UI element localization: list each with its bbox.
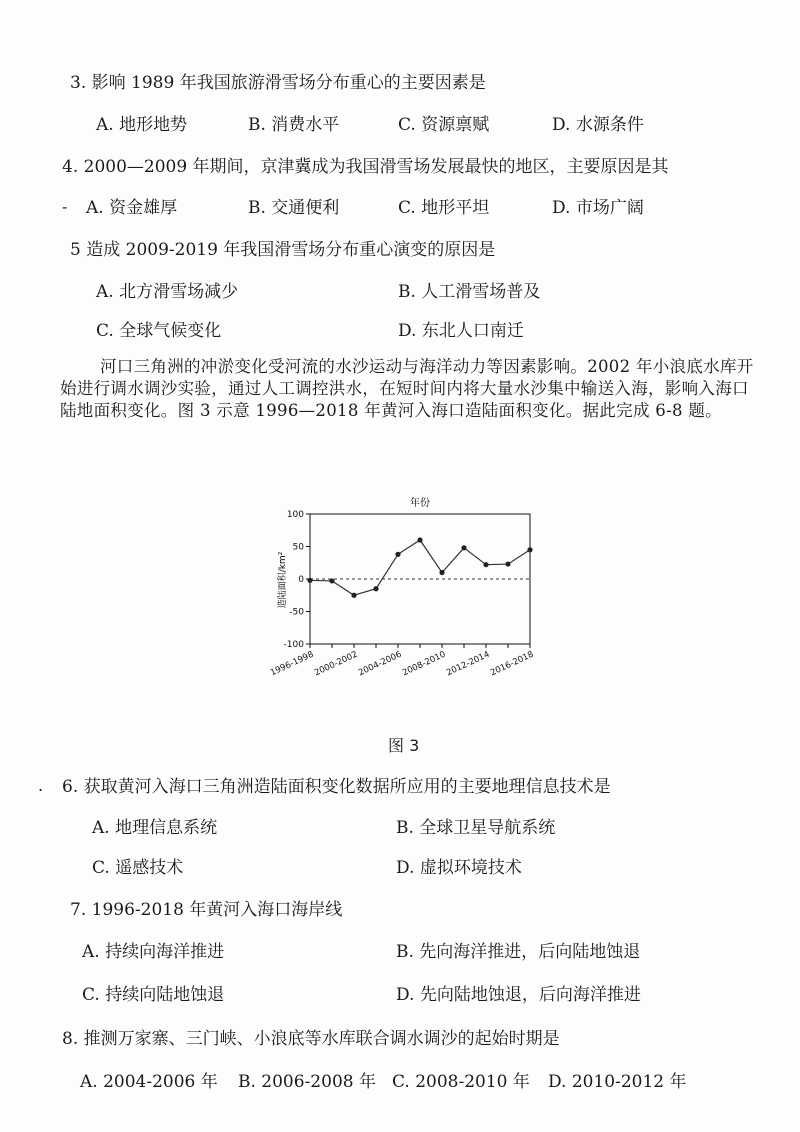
question-7-stem: 7. 1996-2018 年黄河入海口海岸线 <box>70 900 343 920</box>
chart-title: 年份 <box>410 498 430 509</box>
data-point <box>417 537 422 542</box>
question-4-option-c[interactable]: C. 地形平坦 <box>398 198 490 218</box>
question-3-stem: 3. 影响 1989 年我国旅游滑雪场分布重心的主要因素是 <box>70 73 486 93</box>
y-tick-label: -100 <box>283 640 304 650</box>
question-5-stem: 5 造成 2009-2019 年我国滑雪场分布重心演变的原因是 <box>70 240 496 260</box>
chart-svg <box>270 492 540 710</box>
question-4-option-a[interactable]: A. 资金雄厚 <box>86 198 178 218</box>
y-tick-label: 100 <box>286 510 304 520</box>
data-point <box>505 561 510 566</box>
y-tick-label: 0 <box>298 575 304 585</box>
chart-y-axis-label: 造陆面积/km² <box>278 551 288 609</box>
data-point <box>329 578 334 583</box>
question-3-option-d[interactable]: D. 水源条件 <box>552 115 644 135</box>
data-point <box>373 586 378 591</box>
chart-plot-area <box>270 510 535 678</box>
question-4-stem: 4. 2000—2009 年期间，京津冀成为我国滑雪场发展最快的地区，主要原因是其 <box>62 157 669 177</box>
question-3-option-b[interactable]: B. 消费水平 <box>248 115 340 135</box>
question-8-option-b[interactable]: B. 2006-2008 年 <box>238 1072 376 1092</box>
series-line <box>310 540 530 595</box>
question-5-option-c[interactable]: C. 全球气候变化 <box>96 321 222 341</box>
figure-3-chart <box>270 492 540 710</box>
question-8-option-d[interactable]: D. 2010-2012 年 <box>548 1072 687 1092</box>
question-6-option-b[interactable]: B. 全球卫星导航系统 <box>396 818 556 838</box>
question-7-option-c[interactable]: C. 持续向陆地蚀退 <box>82 985 225 1005</box>
y-tick-label: -50 <box>289 607 304 618</box>
data-point <box>307 578 312 583</box>
margin-mark: . <box>38 776 44 795</box>
question-3-option-a[interactable]: A. 地形地势 <box>96 115 188 135</box>
question-8-stem: 8. 推测万家寨、三门峡、小浪底等水库联合调水调沙的起始时期是 <box>62 1029 560 1049</box>
question-6-option-a[interactable]: A. 地理信息系统 <box>92 818 218 838</box>
x-tick-label: 2004-2006 <box>357 649 404 679</box>
data-point <box>439 570 444 575</box>
x-tick-label: 2012-2014 <box>445 649 492 679</box>
passage-text: 河口三角洲的冲淤变化受河流的水沙运动与海洋动力等因素影响。2002 年小浪底水库开始进行调水调沙实验，通过人工调控洪水，在短时间内将大量水沙集中输送入海，影响入海口陆地面积变化。图 3 示意 1996—2018 年黄河入海口造陆面积变化。据此完成 6-8 题。 <box>60 357 754 420</box>
data-point <box>351 593 356 598</box>
figure-caption: 图 3 <box>388 736 420 755</box>
question-4-option-d[interactable]: D. 市场广阔 <box>552 198 644 218</box>
x-tick-label: 2008-2010 <box>401 649 448 679</box>
x-tick-label: 2000-2002 <box>313 649 360 679</box>
margin-mark: - <box>62 197 68 216</box>
question-7-option-b[interactable]: B. 先向海洋推进，后向陆地蚀退 <box>396 942 641 962</box>
question-8-option-a[interactable]: A. 2004-2006 年 <box>80 1072 218 1092</box>
data-point <box>483 562 488 567</box>
question-5-option-b[interactable]: B. 人工滑雪场普及 <box>398 282 541 302</box>
question-6-option-d[interactable]: D. 虚拟环境技术 <box>396 858 522 878</box>
x-tick-label: 1996-1998 <box>270 649 316 679</box>
data-point <box>527 547 532 552</box>
data-point <box>395 552 400 557</box>
question-5-option-d[interactable]: D. 东北人口南迁 <box>398 321 524 341</box>
question-3-option-c[interactable]: C. 资源禀赋 <box>398 115 490 135</box>
x-tick-label: 2016-2018 <box>489 649 536 679</box>
y-tick-label: 50 <box>292 542 304 553</box>
question-6-stem: 6. 获取黄河入海口三角洲造陆面积变化数据所应用的主要地理信息技术是 <box>62 777 611 797</box>
question-5-option-a[interactable]: A. 北方滑雪场减少 <box>96 282 239 302</box>
question-7-option-a[interactable]: A. 持续向海洋推进 <box>82 942 225 962</box>
question-4-option-b[interactable]: B. 交通便利 <box>248 198 340 218</box>
question-6-option-c[interactable]: C. 遥感技术 <box>92 858 184 878</box>
question-8-option-c[interactable]: C. 2008-2010 年 <box>392 1072 530 1092</box>
question-7-option-d[interactable]: D. 先向陆地蚀退，后向海洋推进 <box>396 985 641 1005</box>
data-point <box>461 545 466 550</box>
